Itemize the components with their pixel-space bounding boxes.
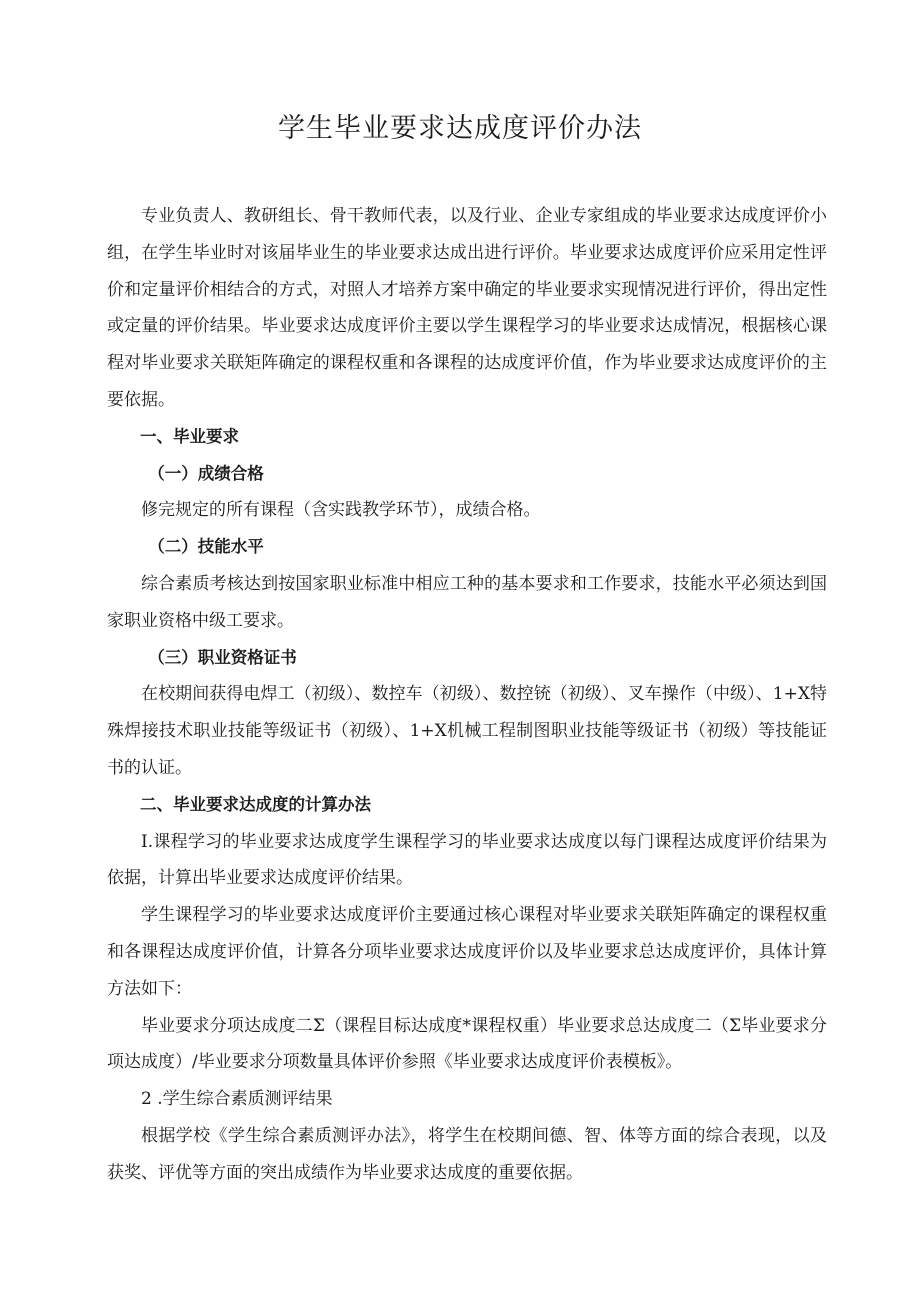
calculation-formula-paragraph: 毕业要求分项达成度二Σ（课程目标达成度*课程权重）毕业要求总达成度二（Σ毕业要求分项达成度）/毕业要求分项数量具体评价参照《毕业要求达成度评价表模板》。 <box>107 1015 827 1073</box>
comprehensive-quality-paragraph: 根据学校《学生综合素质测评办法》，将学生在校期间德、智、体等方面的综合表现，以及获奖、评优等方面的突出成绩作为毕业要求达成度的重要依据。 <box>107 1125 827 1183</box>
calculation-paragraph-1: I.课程学习的毕业要求达成度学生课程学习的毕业要求达成度以每门课程达成度评价结果为依据，计算出毕业要求达成度评价结果。 <box>107 831 827 889</box>
skills-paragraph: 综合素质考核达到按国家职业标准中相应工种的基本要求和工作要求，技能水平必须达到国家职业资格中级工要求。 <box>107 573 827 631</box>
grades-paragraph: 修完规定的所有课程（含实践教学环节），成绩合格。 <box>141 500 541 521</box>
subsection-heading-grades: （一）成绩合格 <box>148 463 264 483</box>
section-heading-requirements: 一、毕业要求 <box>140 426 239 446</box>
document-body <box>107 198 827 1192</box>
subsection-heading-certificates: （三）职业资格证书 <box>148 647 297 667</box>
certificates-paragraph: 在校期间获得电焊工（初级）、数控车（初级）、数控铳（初级）、叉车操作（中级）、1+X特殊焊接技术职业技能等级证书（初级）、1+X机械工程制图职业技能等级证书（初级）等技能证书的认证。 <box>107 684 827 778</box>
document-title: 学生毕业要求达成度评价办法 <box>278 113 642 144</box>
calculation-paragraph-2: 学生课程学习的毕业要求达成度评价主要通过核心课程对毕业要求关联矩阵确定的课程权重和各课程达成度评价值，计算各分项毕业要求达成度评价以及毕业要求总达成度评价，具体计算方法如下： <box>107 905 827 999</box>
intro-paragraph: 专业负责人、教研组长、骨干教师代表，以及行业、企业专家组成的毕业要求达成度评价小组，在学生毕业时对该届毕业生的毕业要求达成出进行评价。毕业要求达成度评价应采用定性评价和定量评价相结合的方式，对照人才培养方案中确定的毕业要求实现情况进行评价，得出定性或定量的评价结果。毕业要求达成度评价主要以学生课程学习的毕业要求达成情况，根据核心课程对毕业要求关联矩阵确定的课程权重和各课程的达成度评价值，作为毕业要求达成度评价的主要依据。 <box>107 206 827 410</box>
section-heading-calculation: 二、毕业要求达成度的计算办法 <box>140 794 371 814</box>
subsection-heading-skills: （二）技能水平 <box>148 537 264 557</box>
comprehensive-quality-heading: 2 .学生综合素质测评结果 <box>141 1089 333 1110</box>
